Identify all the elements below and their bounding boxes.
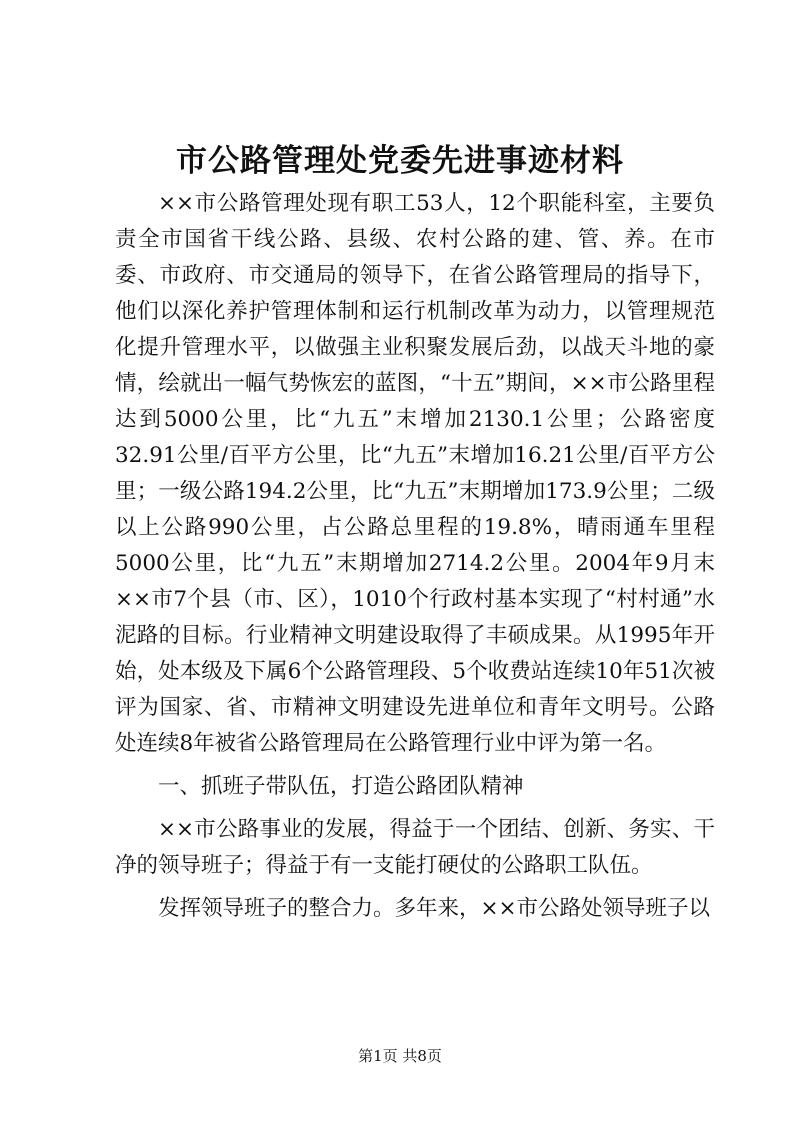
page-footer: 第1页 共8页 bbox=[358, 1047, 442, 1065]
document-title: 市公路管理处党委先进事迹材料 bbox=[176, 143, 624, 179]
paragraph-intro: ××市公路管理处现有职工53人，12个职能科室，主要负责全市国省干线公路、县级、农村公路的建、管、养。在市委、市政府、市交通局的领导下，在省公路管理局的指导下，他们以深化养护管理体制和运行机制改革为动力，以管理规范化提升管理水平，以做强主业积聚发展后劲，以战天斗地的豪情，绘就出一幅气势恢宏的蓝图，“十五”期间，××市公路里程达到5000公里，比“九五”末增加2130.1公里；公路密度32.91公里/百平方公里，比“九五”末增加16.21公里/百平方公里；一级公路194.2公里，比“九五”末期增加173.9公里；二级以上公路990公里，占公路总里程的19.8%，晴雨通车里程5000公里，比“九五”末期增加2714.2公里。2004年9月末××市7个县（市、区），1010个行政村基本实现了“村村通”水泥路的目标。行业精神文明建设取得了丰硕成果。从1995年开始，处本级及下属6个公路管理段、5个收费站连续10年51次被评为国家、省、市精神文明建设先进单位和青年文明号。公路处连续8年被省公路管理局在公路管理行业中评为第一名。 bbox=[115, 191, 715, 756]
paragraph-leadership: 发挥领导班子的整合力。多年来，××市公路处领导班子以 bbox=[158, 896, 711, 921]
paragraph-team: ××市公路事业的发展，得益于一个团结、创新、务实、干净的领导班子；得益于有一支能打硬仗的公路职工队伍。 bbox=[115, 817, 715, 878]
document-body bbox=[115, 186, 715, 934]
section-heading-1: 一、抓班子带队伍，打造公路团队精神 bbox=[158, 774, 524, 799]
